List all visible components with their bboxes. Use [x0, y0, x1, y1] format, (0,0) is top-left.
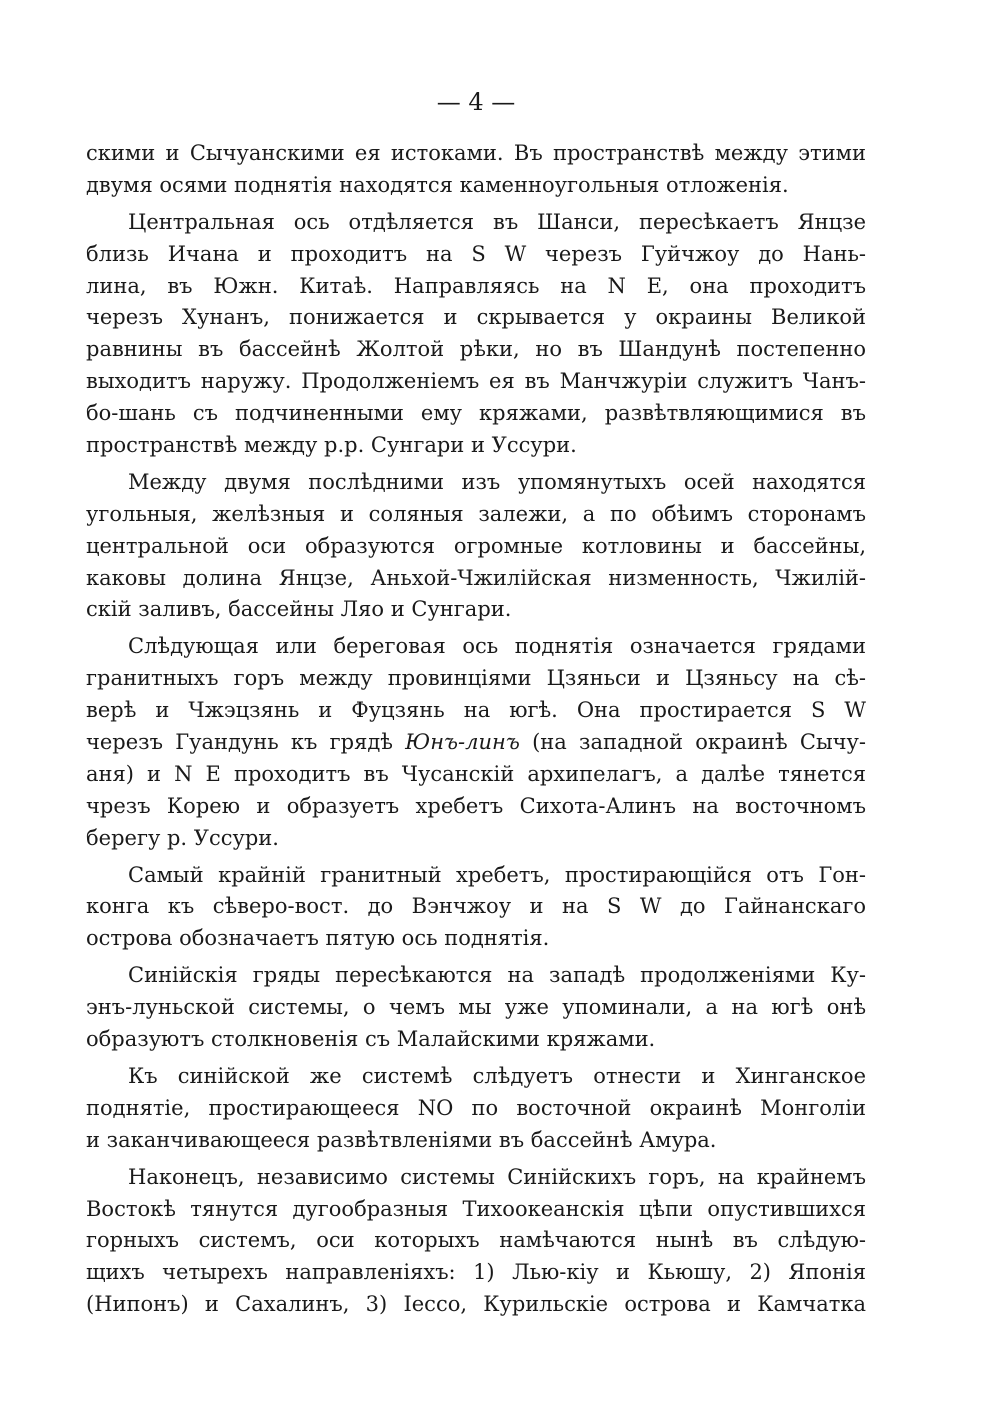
text-line: центральной оси образуются огромные котловины и бассейны,: [86, 533, 866, 558]
text-line: Центральная ось отдѣляется въ Шанси, пересѣкаетъ Янцзе: [128, 209, 866, 234]
text-line: равнины въ бассейнѣ Жолтой рѣки, но въ Шандунѣ постепенно: [86, 337, 866, 362]
text-line: черезъ Гуандунь къ грядѣ Юнъ-линъ (на западной окраинѣ Сычу-: [86, 730, 866, 755]
text-line: острова обозначаетъ пятую ось поднятія.: [86, 926, 550, 951]
text-line: каковы долина Янцзе, Аньхой-Чжилійская низменность, Чжилій-: [86, 565, 866, 590]
text-line: Между двумя послѣдними изъ упомянутыхъ осей находятся: [128, 469, 866, 494]
text-line: Востокѣ тянутся дугообразныя Тихоокеанскія цѣпи опустившихся: [86, 1196, 866, 1221]
text-line: близь Ичана и проходитъ на S W черезъ Гуйчжоу до Нань-: [86, 241, 866, 266]
text-line: Къ синійской же системѣ слѣдуетъ отнести и Хинганское: [128, 1063, 866, 1088]
text-line: скій заливъ, бассейны Ляо и Сунгари.: [86, 597, 512, 622]
text-line: выходитъ наружу. Продолженіемъ ея въ Манчжуріи служитъ Чанъ-: [86, 369, 866, 394]
text-line: конга къ сѣверо-вост. до Вэнчжоу и на S W до Гайнанскаго: [86, 894, 866, 919]
text-line: щихъ четырехъ направленіяхъ: 1) Лью-кіу и Кьюшу, 2) Японія: [86, 1260, 866, 1285]
page-number: — 4 —: [436, 88, 516, 116]
text-line: двумя осями поднятія находятся каменноугольныя отложенія.: [86, 172, 789, 197]
text-line: Самый крайній гранитный хребетъ, простирающійся отъ Гон-: [128, 862, 866, 887]
text-line: (Нипонъ) и Сахалинъ, 3) Іессо, Курильскіе острова и Камчатка: [86, 1292, 866, 1317]
text-line: берегу р. Уссури.: [86, 825, 279, 850]
text-line: аня) и N E проходитъ въ Чусанскій архипелагъ, а далѣе тянется: [86, 761, 866, 786]
text-line: образуютъ столкновенія съ Малайскими кряжами.: [86, 1027, 656, 1052]
text-line: лина, въ Южн. Китаѣ. Направляясь на N E, она проходитъ: [86, 273, 866, 298]
text-line: и заканчивающееся развѣтвленіями въ бассейнѣ Амура.: [86, 1127, 717, 1152]
text-line: бо-шань съ подчиненными ему кряжами, развѣтвляющимися въ: [86, 401, 866, 426]
text-line: горныхъ системъ, оси которыхъ намѣчаются нынѣ въ слѣдую-: [86, 1228, 866, 1253]
text-line: черезъ Хунанъ, понижается и скрывается у окраины Великой: [86, 305, 866, 330]
text-line: энъ-луньской системы, о чемъ мы уже упоминали, а на югѣ онѣ: [86, 995, 866, 1020]
text-line: Наконецъ, независимо системы Синійскихъ горъ, на крайнемъ: [128, 1164, 866, 1189]
text-line: поднятіе, простирающееся NO по восточной окраинѣ Монголіи: [86, 1095, 866, 1120]
text-line: угольныя, желѣзныя и соляныя залежи, а по обѣимъ сторонамъ: [86, 501, 866, 526]
text-line: верѣ и Чжэцзянь и Фуцзянь на югѣ. Она простирается S W: [86, 698, 866, 723]
text-line: чрезъ Корею и образуетъ хребетъ Сихота-Алинъ на восточномъ: [86, 793, 866, 818]
text-line: гранитныхъ горъ между провинціями Цзяньси и Цзяньсу на сѣ-: [86, 666, 866, 691]
text-line: Синійскія гряды пересѣкаются на западѣ продолженіями Ку-: [128, 963, 866, 988]
body-text: [86, 138, 866, 1321]
document-page: [86, 82, 866, 1321]
text-line: скими и Сычуанскими ея истоками. Въ пространствѣ между этими: [86, 141, 866, 165]
italic-emphasis: Юнъ-линъ: [405, 730, 520, 755]
text-line: пространствѣ между р.р. Сунгари и Уссури.: [86, 433, 577, 458]
text-line: Слѣдующая или береговая ось поднятія означается грядами: [128, 634, 866, 659]
